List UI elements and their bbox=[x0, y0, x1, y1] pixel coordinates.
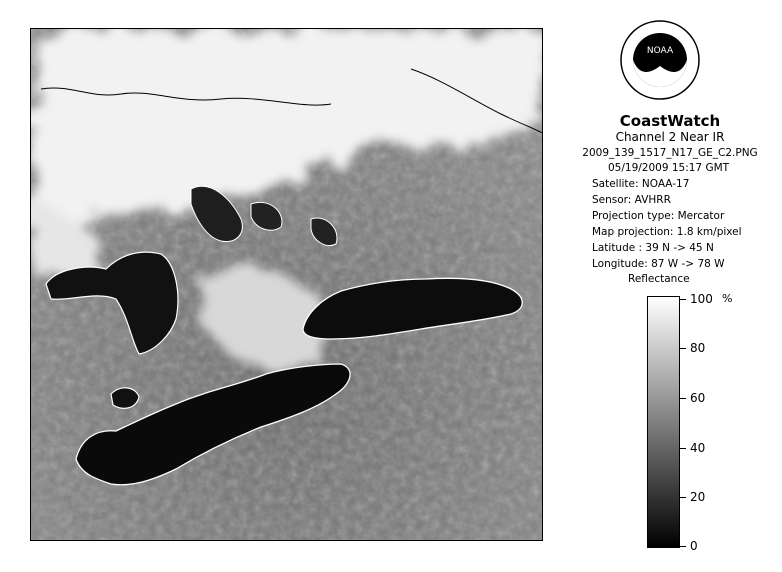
tick-label-0: 0 bbox=[690, 539, 698, 553]
tick-label-100: 100 bbox=[690, 292, 713, 306]
lake-st-clair bbox=[111, 388, 139, 408]
sensor: Sensor: AVHRR bbox=[592, 194, 671, 206]
filename: 2009_139_1517_N17_GE_C2.PNG bbox=[582, 147, 758, 159]
tick-20 bbox=[680, 497, 686, 498]
tick-label-80: 80 bbox=[690, 341, 706, 355]
latitude-range: Latitude : 39 N -> 45 N bbox=[592, 242, 714, 254]
satellite: Satellite: NOAA-17 bbox=[592, 178, 690, 190]
svg-text:NOAA: NOAA bbox=[646, 46, 674, 56]
projection-type: Projection type: Mercator bbox=[592, 210, 725, 222]
tick-100 bbox=[680, 299, 686, 300]
map-svg bbox=[31, 29, 543, 541]
tick-label-40: 40 bbox=[690, 441, 706, 455]
longitude-range: Longitude: 87 W -> 78 W bbox=[592, 258, 725, 270]
tick-60 bbox=[680, 398, 686, 399]
channel-subtitle: Channel 2 Near IR bbox=[615, 130, 725, 144]
tick-80 bbox=[680, 348, 686, 349]
map-projection: Map projection: 1.8 km/pixel bbox=[592, 226, 742, 238]
satellite-map[interactable] bbox=[30, 28, 543, 541]
reflectance-colorbar bbox=[647, 296, 680, 548]
legend-unit: % bbox=[722, 292, 733, 305]
legend-title: Reflectance bbox=[628, 273, 690, 285]
app-title: CoastWatch bbox=[619, 112, 721, 130]
tick-label-20: 20 bbox=[690, 490, 706, 504]
tick-label-60: 60 bbox=[690, 391, 706, 405]
tick-0 bbox=[680, 546, 686, 547]
tick-40 bbox=[680, 448, 686, 449]
date-time: 05/19/2009 15:17 GMT bbox=[608, 162, 730, 174]
noaa-logo bbox=[620, 20, 700, 100]
